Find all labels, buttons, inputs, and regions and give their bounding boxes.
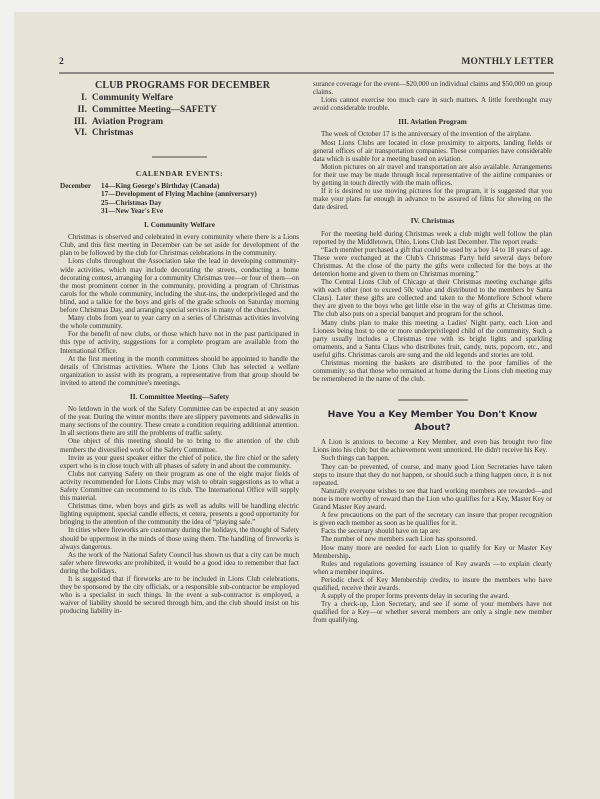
calendar-title: CALENDAR EVENTS: <box>135 169 224 179</box>
header-rule <box>59 72 554 74</box>
calendar-event: 25—Christmas Day <box>101 198 162 207</box>
paragraph: How many more are needed for each Lion to qualify for Key or Master Key Membership. <box>313 543 552 560</box>
paragraph: Invite as your guest speaker either the chief of police, the fire chief or the safety expert who is in close touch with all phases of safety in and about the community. <box>60 453 299 470</box>
left-column <box>60 80 299 616</box>
calendar-month: December <box>60 182 92 191</box>
paragraph: They can be prevented, of course, and many good Lion Secretaries have taken steps to insure that they do not happen, or should such a thing happen once, it is not repeated. <box>313 462 552 487</box>
paragraph: A few precautions on the part of the secretary can insure that proper recognition is given each member as soon as he qualifies for it. <box>313 511 552 528</box>
program-label: Community Welfare <box>92 93 173 103</box>
paragraph: Facts the secretary should have on tap are: <box>321 527 441 536</box>
paragraph: Christmas time, when boys and girls as well as adults will be handling electric lighting equipment, special candle effects, et cetera, presents a good opportunity for bringing to the attention of the community the idea of “playing safe.” <box>60 502 299 527</box>
paragraph: Periodic check of Key Membership credits, to insure the members who have qualified, receive their awards. <box>313 575 552 592</box>
paragraph: Many clubs from year to year carry on a series of Christmas activities involving the whole community. <box>60 314 299 331</box>
page-header <box>59 57 554 69</box>
paragraph: Christmas morning the baskets are distributed to the poor families of the community; so that those who remained at home during the Lions club meeting may be remembered in the name of the club. <box>313 359 552 384</box>
section-title: I. Community Welfare <box>144 220 215 230</box>
paragraph: Try a check-up, Lion Secretary, and see if some of your members have not qualified for a Key—or whether several members are only a single new member from qualifying. <box>313 600 552 625</box>
programs-title: CLUB PROGRAMS FOR DECEMBER <box>95 80 271 91</box>
paragraph: The number of new members each Lion has sponsored. <box>321 535 477 544</box>
section-divider <box>152 156 207 158</box>
paragraph: No letdown in the work of the Safety Committee can be expected at any season of the year. During the winter months there are slippery pavements and sidewalks in many sections of the country. These create a condition requiring additional attention. In all sections there are still the problems of traffic safety. <box>60 405 299 438</box>
paragraph: The Central Lions Club of Chicago at their Christmas meeting exchange gifts with each other (not to exceed 50c value and distributed to the members by Santa Claus). Later these gifts are collected and taken to the Montefiore School where they are given to the boys who get little else in the way of gifts at Christmas time. The club also puts on a special banquet and program for the school. <box>313 278 552 319</box>
paragraph: Such things can happen. <box>321 454 390 463</box>
paragraph: It is suggested that if fireworks are to be included in Lions Club celebrations, they be sponsored by the city officials, or a responsible sub-contractor be employed who is a specialist in such things. In the event a sub-contractor is employed, a waiver of liability should be secured through him, and the club should insist on his producing liability in- <box>60 575 299 616</box>
program-label: Committee Meeting—SAFETY <box>92 104 217 115</box>
paragraph: For the benefit of new clubs, or those which have not in the past participated in this type of activity, suggestions for a complete program are available from the International Office. <box>60 330 299 355</box>
program-num: II. <box>77 104 87 115</box>
paragraph: Clubs not carrying Safety on their program as one of the eight major fields of activity recommended for Lions Clubs may wish to obtain suggestions as to what a Safety Committee can recommend to its club. The International Office will supply this material. <box>60 469 299 503</box>
article-title: Have You a Key Member You Don't Know About? <box>327 409 538 433</box>
programs-list <box>60 93 299 140</box>
paragraph: Motion pictures on air travel and transportation are also available. Arrangements for their use may be made through local representative of the airline companies or by getting in touch directly with the main offices. <box>313 162 552 188</box>
program-num: III. <box>73 116 87 127</box>
calendar-event: 14—King George's Birthday (Canada) <box>101 182 220 191</box>
paragraph: One object of this meeting should be to bring to the attention of the club members the diversified work of the Safety Committee. <box>60 437 299 454</box>
paragraph: Lions cannot exercise too much care in such matters. A little forethought may avoid considerable trouble. <box>313 96 552 113</box>
right-column <box>313 80 552 624</box>
section-title: IV. Christmas <box>410 216 455 226</box>
paragraph: Most Lions Clubs are located in close proximity to airports, landing fields or general offices of air transportation companies. These companies have considerable data which is usable for a meeting based on aviation. <box>313 138 552 163</box>
calendar-event: 17—Development of Flying Machine (anniversary) <box>101 190 257 199</box>
program-num: I. <box>81 93 87 103</box>
paragraph: surance coverage for the event—$20,000 on individual claims and $50,000 on group claims. <box>313 80 552 97</box>
paragraph: A Lion is anxious to become a Key Member, and even has brought two fine Lions into his club; but the achievement went unnoticed. He didn't receive his Key. <box>313 438 552 455</box>
paragraph: Christmas is observed and celebrated in every community where there is a Lions Club, and this first meeting in December can be set aside for development of the plan to be followed by the club for Christmas celebrations in the community. <box>60 233 299 258</box>
paragraph: Many clubs plan to make this meeting a Ladies' Night party, each Lion and Lioness being host to one or more underprivileged child of the community. Such a party usually includes a Christmas tree with its bright lights and sparkling ornaments, and a Santa Claus who distributes fruit, candy, nuts, popcorn, etc., and useful gifts. Christmas carols are sung and the old legends and stories are told. <box>313 318 552 359</box>
program-item <box>60 93 299 105</box>
section-title: II. Committee Meeting—Safety <box>129 391 230 401</box>
paragraph: Lions clubs throughout the Association take the lead in developing community-wide activities, which may include decorating the streets, conducting a home decorating contest, arranging for a community Christmas tree—or four of them—on the most prominent corner in the community, providing a program of Christmas carols for the whole community, including the shut-ins, the underprivileged and the blind, and a talkie for the boys and girls of the grade schools on Saturday morning before Christmas Day, and arranging special services in many of the churches. <box>60 257 299 315</box>
program-item <box>60 105 299 117</box>
paragraph: A supply of the proper forms prevents delay in securing the award. <box>321 592 510 601</box>
paragraph: The week of October 17 is the anniversary of the invention of the airplane. <box>321 130 532 139</box>
program-item <box>60 117 299 129</box>
paragraph: At the first meeting in the month committees should be appointed to handle the details of Christmas activities. Where the Lions Club has selected a welfare organization to assist with its program, a representative from that group should be invited to attend the committee's meetings. <box>60 354 299 387</box>
program-item <box>60 128 299 140</box>
calendar-events <box>60 182 299 215</box>
paragraph: As the work of the National Safety Council has shown us that a city can be much safer where fireworks are prohibited, it would be a good idea to remember that fact during the holidays. <box>60 550 299 575</box>
calendar-event: 31—New Year's Eve <box>101 206 164 215</box>
paragraph: Rules and regulations governing issuance of Key awards —to explain clearly when a member inquires. <box>313 559 552 576</box>
paragraph: If it is desired to use moving pictures for the program, it is suggested that you make your plans far enough in advance to be assured of films for showing on the date desired. <box>313 187 552 212</box>
paragraph: “Each member purchased a gift that could be used by a boy 14 to 18 years of age. These were exchanged at the Club's Christmas Party held several days before Christmas. At the close of the party the gifts were collected for the boys at the detention home and given to them on Christmas morning.” <box>313 245 552 278</box>
section-divider <box>398 399 468 401</box>
section-title: III. Aviation Program <box>398 117 467 127</box>
page-number: 2 <box>59 57 64 67</box>
program-label: Christmas <box>92 128 134 139</box>
program-label: Aviation Program <box>92 116 164 127</box>
program-num: VI. <box>74 128 87 139</box>
publication-title: MONTHLY LETTER <box>461 57 554 67</box>
paragraph: In cities where fireworks are customary during the holidays, the thought of Safety should be uppermost in the minds of those using them. The handling of fireworks is always dangerous. <box>60 526 299 551</box>
paragraph: For the meeting held during Christmas week a club might well follow the plan reported by the Middletown, Ohio, Lions Club last December. The report reads: <box>313 229 552 246</box>
paragraph: Naturally everyone wishes to see that hard working members are rewarded—and none is more worthy of reward than the Lion who qualifies for a Key, Master Key or Grand Master Key award. <box>313 486 552 512</box>
